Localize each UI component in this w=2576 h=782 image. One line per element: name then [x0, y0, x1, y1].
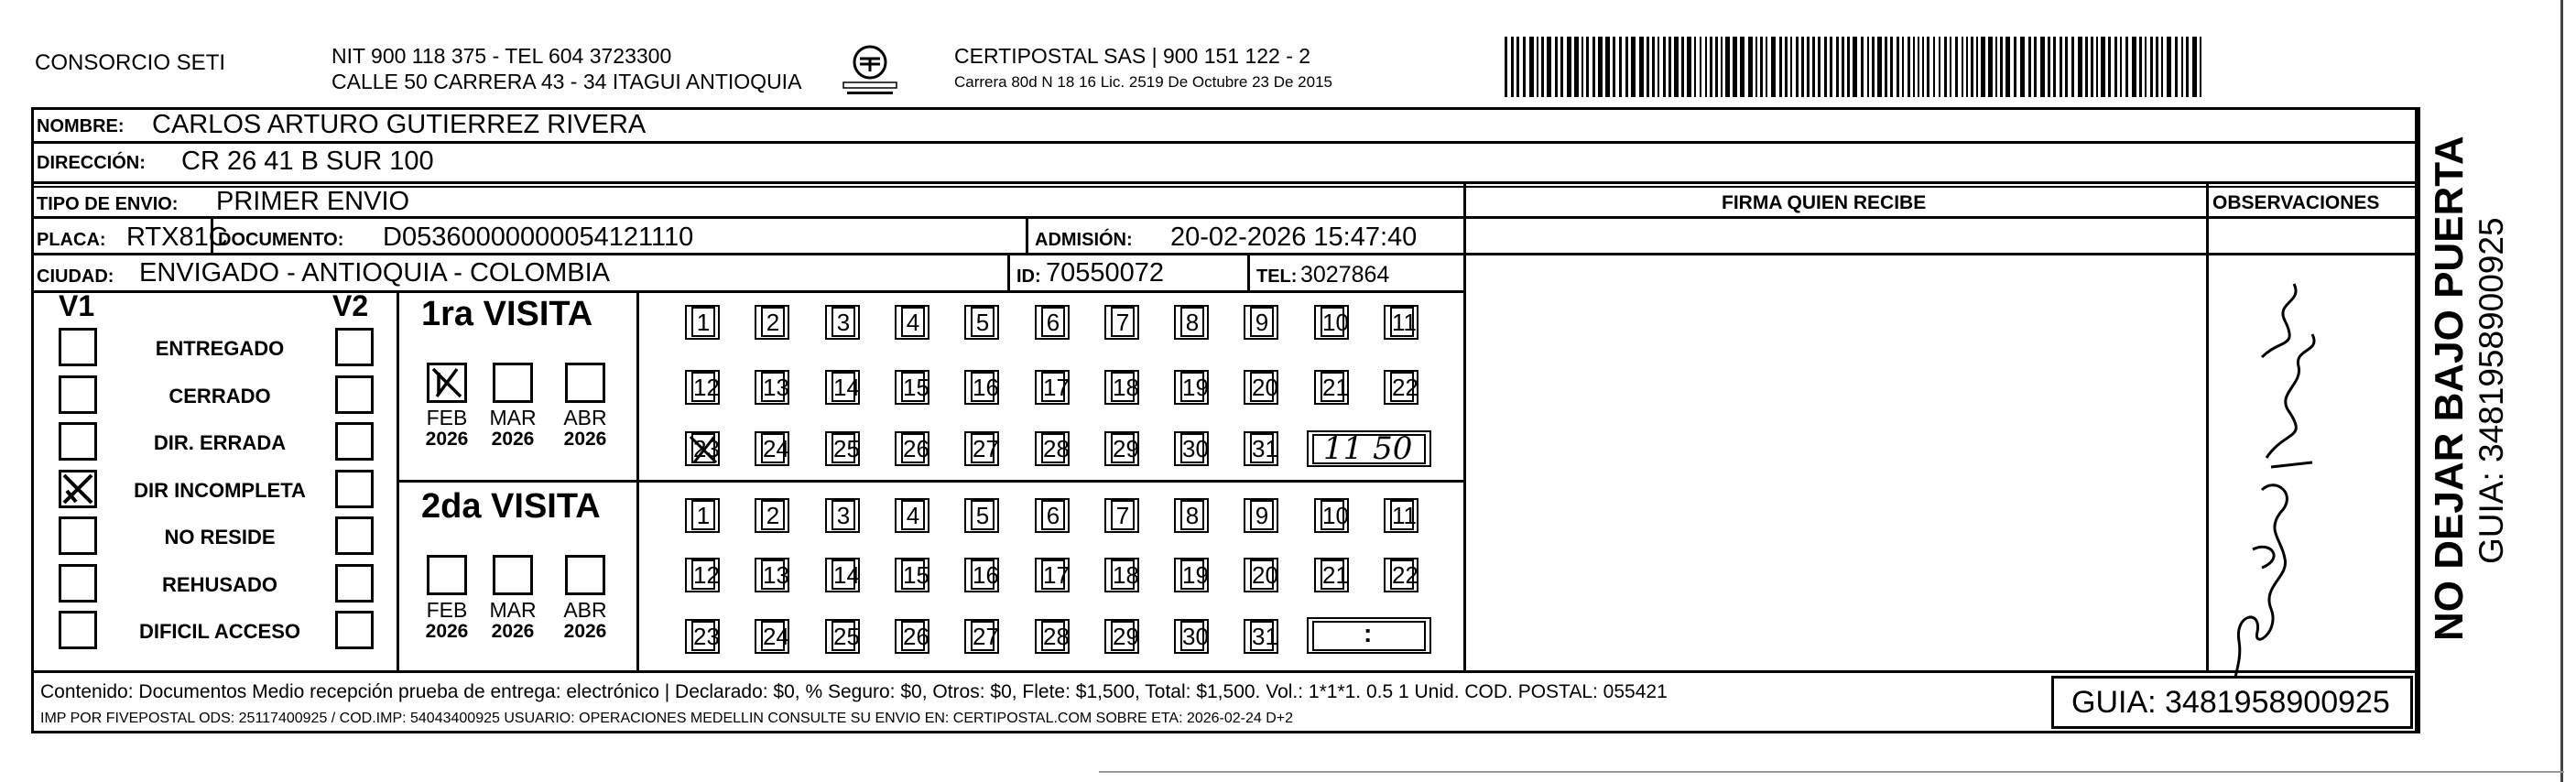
ciudad-label: CIUDAD: [37, 266, 114, 287]
day-box-30[interactable]: 30 [1174, 431, 1209, 466]
day-box-3[interactable]: 3 [825, 498, 860, 533]
day-box-31[interactable]: 31 [1244, 431, 1278, 466]
handwritten-signature [2198, 247, 2408, 742]
second-visit-time-box[interactable] [1307, 617, 1431, 654]
day-box-1[interactable]: 1 [685, 498, 720, 533]
check-mark-icon [687, 433, 720, 466]
day-box-2[interactable]: 2 [755, 498, 789, 533]
id-label: ID: [1016, 266, 1041, 287]
day-box-17[interactable]: 17 [1035, 558, 1070, 592]
v2-label: V2 [332, 289, 369, 322]
status-option-label: DIR. ERRADA [153, 431, 287, 454]
v2-checkbox[interactable] [335, 422, 374, 461]
v2-checkbox[interactable] [335, 470, 374, 508]
month-label: FEB 2026 [425, 598, 469, 642]
day-box-8[interactable]: 8 [1174, 498, 1209, 533]
v1-checkbox[interactable] [59, 611, 97, 649]
month-checkbox-feb[interactable] [427, 555, 467, 595]
certipostal-logo [838, 42, 902, 99]
day-box-24[interactable]: 24 [755, 619, 789, 654]
day-box-16[interactable]: 16 [964, 370, 999, 405]
day-box-6[interactable]: 6 [1035, 305, 1070, 340]
month-label: MAR 2026 [489, 598, 537, 642]
admision-value: 20-02-2026 15:47:40 [1170, 223, 1418, 252]
check-mark-icon [429, 365, 464, 400]
documento-label: DOCUMENTO: [218, 230, 344, 250]
firma-header: FIRMA QUIEN RECIBE [1722, 192, 1927, 213]
day-box-27[interactable]: 27 [964, 619, 999, 654]
day-box-21[interactable]: 21 [1314, 558, 1349, 592]
day-box-11[interactable]: 11 [1384, 498, 1418, 533]
day-box-29[interactable]: 29 [1104, 431, 1139, 466]
direccion-value: CR 26 41 B SUR 100 [181, 147, 434, 176]
day-box-3[interactable]: 3 [825, 305, 860, 340]
day-box-22[interactable]: 22 [1384, 558, 1418, 592]
v1-checkbox[interactable] [59, 564, 97, 603]
v2-checkbox[interactable] [335, 375, 374, 414]
day-box-7[interactable]: 7 [1104, 305, 1139, 340]
v1-checkbox[interactable] [59, 470, 97, 508]
day-box-2[interactable]: 2 [755, 305, 789, 340]
barcode [1505, 37, 2205, 97]
day-box-26[interactable]: 26 [895, 619, 929, 654]
footer-guia: GUIA: 3481958900925 [2071, 685, 2390, 720]
month-label: MAR 2026 [489, 406, 537, 450]
v2-checkbox[interactable] [335, 516, 374, 555]
first-visit-time: 11 50 [1323, 430, 1413, 467]
tel-value: 3027864 [1300, 262, 1390, 288]
signature-icon [2198, 247, 2408, 742]
day-box-31[interactable]: 31 [1244, 619, 1278, 654]
v2-checkbox[interactable] [335, 328, 374, 366]
day-box-12[interactable]: 12 [685, 370, 720, 405]
day-box-17[interactable]: 17 [1035, 370, 1070, 405]
day-box-20[interactable]: 20 [1244, 558, 1278, 592]
day-box-1[interactable]: 1 [685, 305, 720, 340]
no-dejar-notice: NO DEJAR BAJO PUERTA [2427, 136, 2472, 641]
contenido-line: Contenido: Documentos Medio recepción prueba de entrega: electrónico | Declarado: $0, % Seguro: $0, Otros: $0, Flete: $1,500, Total: $1,500. Vol.: 1*1*1. 0.5 1 Unid. COD. POSTAL: 055421 [40, 681, 1668, 702]
day-box-5[interactable]: 5 [964, 305, 999, 340]
first-visit-title: 1ra VISITA [421, 295, 593, 333]
day-box-19[interactable]: 19 [1174, 558, 1209, 592]
day-box-13[interactable]: 13 [755, 558, 789, 592]
status-option-label: CERRADO [168, 385, 271, 407]
day-box-21[interactable]: 21 [1314, 370, 1349, 405]
certipostal-logo-icon [838, 42, 902, 99]
day-box-30[interactable]: 30 [1174, 619, 1209, 654]
day-box-28[interactable]: 28 [1035, 619, 1070, 654]
first-visit-time-box [1307, 430, 1431, 467]
day-box-12[interactable]: 12 [685, 558, 720, 592]
tel-label: TEL: [1256, 266, 1298, 287]
status-option-label: REHUSADO [162, 573, 277, 596]
direccion-label: DIRECCIÓN: [37, 153, 146, 173]
status-option-label: DIFICIL ACCESO [138, 620, 300, 643]
tipo-envio-label: TIPO DE ENVIO: [37, 194, 179, 214]
day-box-8[interactable]: 8 [1174, 305, 1209, 340]
check-mark-icon [61, 472, 94, 505]
day-box-4[interactable]: 4 [895, 305, 929, 340]
v1-label: V1 [59, 289, 95, 322]
day-box-18[interactable]: 18 [1104, 558, 1139, 592]
day-box-26[interactable]: 26 [895, 431, 929, 466]
placa-value: RTX81C [126, 223, 228, 252]
day-box-28[interactable]: 28 [1035, 431, 1070, 466]
second-visit-title: 2da VISITA [421, 487, 601, 526]
day-box-24[interactable]: 24 [755, 431, 789, 466]
nombre-label: NOMBRE: [37, 116, 125, 136]
certipostal-line: CERTIPOSTAL SAS | 900 151 122 - 2 [954, 44, 1311, 68]
day-box-6[interactable]: 6 [1035, 498, 1070, 533]
day-box-25[interactable]: 25 [825, 431, 860, 466]
status-option-label: NO RESIDE [164, 526, 276, 548]
month-label: ABR 2026 [563, 406, 607, 450]
second-visit-time: : [1364, 619, 1373, 647]
nombre-value: CARLOS ARTURO GUTIERREZ RIVERA [152, 110, 647, 139]
id-value: 70550072 [1046, 258, 1165, 288]
month-label: ABR 2026 [563, 598, 607, 642]
company-name: CONSORCIO SETI [35, 50, 226, 75]
month-checkbox-abr[interactable] [565, 555, 605, 595]
day-box-23[interactable]: 23 [685, 619, 720, 654]
v1-checkbox[interactable] [59, 516, 97, 555]
day-box-10[interactable]: 10 [1314, 305, 1349, 340]
day-box-14[interactable]: 14 [825, 558, 860, 592]
day-box-5[interactable]: 5 [964, 498, 999, 533]
day-box-9[interactable]: 9 [1244, 305, 1278, 340]
month-checkbox-feb[interactable] [427, 363, 467, 403]
status-option-label: DIR INCOMPLETA [134, 479, 306, 502]
day-box-22[interactable]: 22 [1384, 370, 1418, 405]
admision-label: ADMISIÓN: [1035, 230, 1133, 250]
month-label: FEB 2026 [425, 406, 469, 450]
day-box-29[interactable]: 29 [1104, 619, 1139, 654]
observaciones-header: OBSERVACIONES [2212, 192, 2380, 213]
day-box-18[interactable]: 18 [1104, 370, 1139, 405]
day-box-4[interactable]: 4 [895, 498, 929, 533]
tipo-envio-value: PRIMER ENVIO [216, 187, 410, 216]
month-checkbox-abr[interactable] [565, 363, 605, 403]
placa-label: PLACA: [37, 230, 106, 250]
day-box-23[interactable]: 23 [685, 431, 720, 466]
nit-line: NIT 900 118 375 - TEL 604 3723300 [332, 44, 672, 68]
side-guia: GUIA: 3481958900925 [2473, 217, 2510, 564]
day-box-25[interactable]: 25 [825, 619, 860, 654]
v2-checkbox[interactable] [335, 564, 374, 603]
v1-checkbox[interactable] [59, 328, 97, 366]
day-box-11[interactable]: 11 [1384, 305, 1418, 340]
v2-checkbox[interactable] [335, 611, 374, 649]
day-box-14[interactable]: 14 [825, 370, 860, 405]
v1-checkbox[interactable] [59, 422, 97, 461]
v1-checkbox[interactable] [59, 375, 97, 414]
day-box-10[interactable]: 10 [1314, 498, 1349, 533]
day-box-13[interactable]: 13 [755, 370, 789, 405]
address-line: CALLE 50 CARRERA 43 - 34 ITAGUI ANTIOQUIA [332, 70, 802, 93]
month-checkbox-mar[interactable] [493, 363, 533, 403]
status-option-label: ENTREGADO [155, 337, 285, 360]
day-box-7[interactable]: 7 [1104, 498, 1139, 533]
day-box-15[interactable]: 15 [895, 558, 929, 592]
day-box-16[interactable]: 16 [964, 558, 999, 592]
documento-value: D05360000000054121110 [383, 223, 694, 252]
imp-line: IMP POR FIVEPOSTAL ODS: 25117400925 / COD.IMP: 54043400925 USUARIO: OPERACIONES MEDELLIN CONSULTE SU ENVIO EN: CERTIPOSTAL.COM SOBRE ETA: 2026-02-24 D+2 [40, 711, 1294, 726]
day-box-19[interactable]: 19 [1174, 370, 1209, 405]
barcode-icon [1505, 37, 2205, 97]
day-box-15[interactable]: 15 [895, 370, 929, 405]
day-box-27[interactable]: 27 [964, 431, 999, 466]
day-box-20[interactable]: 20 [1244, 370, 1278, 405]
day-box-9[interactable]: 9 [1244, 498, 1278, 533]
ciudad-value: ENVIGADO - ANTIOQUIA - COLOMBIA [139, 258, 611, 288]
month-checkbox-mar[interactable] [493, 555, 533, 595]
license-line: Carrera 80d N 18 16 Lic. 2519 De Octubre 23 De 2015 [954, 73, 1332, 91]
